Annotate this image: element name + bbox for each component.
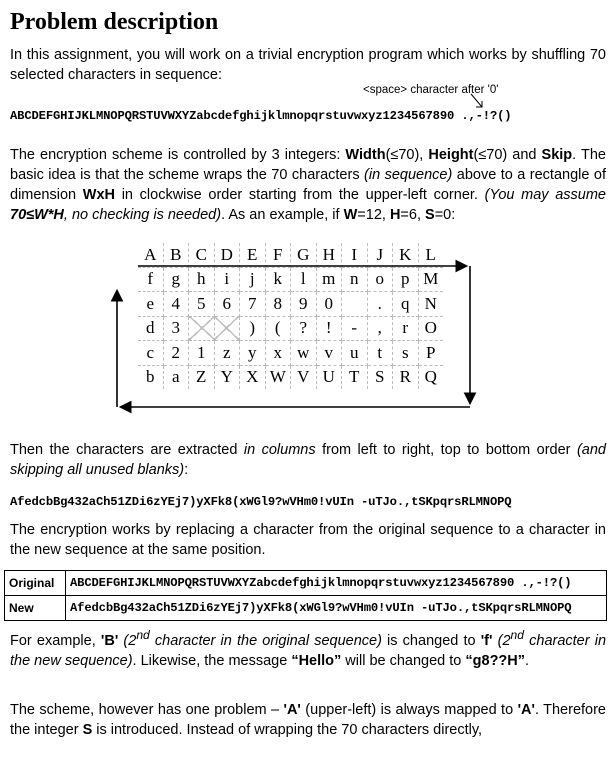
table-row bbox=[5, 596, 607, 621]
grid-cell: O bbox=[418, 316, 443, 341]
grid-cell: R bbox=[393, 365, 419, 389]
grid-cell: Q bbox=[418, 365, 443, 389]
grid-cell: w bbox=[291, 341, 317, 366]
grid-cell: , bbox=[367, 316, 393, 341]
table-row bbox=[5, 571, 607, 596]
grid-cell: 7 bbox=[240, 292, 266, 317]
new-label: New bbox=[5, 596, 66, 621]
grid-cell: W bbox=[265, 365, 291, 389]
grid-cell: . bbox=[367, 292, 393, 317]
new-value: AfedcbBg432aCh51ZDi6zYEj7)yXFk8(xWGl9?wVHm0!vUIn -uTJo.,tSKpqrsRLMNOPQ bbox=[66, 596, 607, 621]
grid-cell: J bbox=[367, 243, 393, 267]
grid-cell: V bbox=[291, 365, 317, 389]
grid-cell: p bbox=[393, 267, 419, 292]
grid-cell: 2 bbox=[163, 341, 189, 366]
grid-cell: M bbox=[418, 267, 443, 292]
grid-cell: f bbox=[138, 267, 163, 292]
grid-cell: 8 bbox=[265, 292, 291, 317]
grid-cell: e bbox=[138, 292, 163, 317]
grid-row bbox=[138, 292, 443, 317]
grid-cell: i bbox=[214, 267, 240, 292]
grid-cell: ) bbox=[240, 316, 266, 341]
replacement-paragraph: The encryption works by replacing a character from the original sequence to a character in the new sequence at the same position. bbox=[10, 522, 606, 558]
grid-cell: - bbox=[342, 316, 368, 341]
grid-cell: 6 bbox=[214, 292, 240, 317]
grid-cell: 0 bbox=[316, 292, 342, 317]
grid-cell: A bbox=[138, 243, 163, 267]
grid-cell: r bbox=[393, 316, 419, 341]
grid-cell: F bbox=[265, 243, 291, 267]
grid-cell: ! bbox=[316, 316, 342, 341]
grid-row bbox=[138, 341, 443, 366]
grid-cell: H bbox=[316, 243, 342, 267]
grid-cell: j bbox=[240, 267, 266, 292]
grid-cell: l bbox=[291, 267, 317, 292]
grid-cell: G bbox=[291, 243, 317, 267]
grid-cell: g bbox=[163, 267, 189, 292]
grid-cell: a bbox=[163, 365, 189, 389]
grid-row bbox=[138, 365, 443, 389]
grid-cell: N bbox=[418, 292, 443, 317]
grid-cell: d bbox=[138, 316, 163, 341]
grid-cell: x bbox=[265, 341, 291, 366]
grid-cell bbox=[342, 292, 368, 317]
intro-paragraph: In this assignment, you will work on a trivial encryption program which works by shuffling 70 selected characters in sequence: bbox=[10, 47, 606, 83]
grid-cell: X bbox=[240, 365, 266, 389]
grid-cell: Y bbox=[214, 365, 240, 389]
grid-cell: u bbox=[342, 341, 368, 366]
grid-row bbox=[138, 243, 443, 267]
grid-cell: K bbox=[393, 243, 419, 267]
grid-cell-unused bbox=[214, 316, 240, 341]
grid-cell: y bbox=[240, 341, 266, 366]
grid-cell: U bbox=[316, 365, 342, 389]
grid-cell: z bbox=[214, 341, 240, 366]
grid-cell: I bbox=[342, 243, 368, 267]
grid-cell: n bbox=[342, 267, 368, 292]
grid-cell: t bbox=[367, 341, 393, 366]
problem-paragraph: The scheme, however has one problem – 'A' (upper-left) is always mapped to 'A'. Therefore the integer S is introduced. Instead of wrapping the 70 characters directly, bbox=[10, 702, 606, 738]
grid-cell: B bbox=[163, 243, 189, 267]
scheme-paragraph: The encryption scheme is controlled by 3 integers: Width(≤70), Height(≤70) and Skip. The basic idea is that the scheme wraps the 70 characters (in sequence) above to a rectangle of dimension WxH in clockwise order starting from the upper-left corner. (You may assume 70≤W*H, no checking is needed). As an example, if W=12, H=6, S=0: bbox=[10, 147, 606, 223]
extracted-sequence: AfedcbBg432aCh51ZDi6zYEj7)yXFk8(xWGl9?wVHm0!vUIn -uTJo.,tSKpqrsRLMNOPQ bbox=[10, 495, 512, 509]
wrap-grid bbox=[138, 243, 443, 389]
grid-cell: q bbox=[393, 292, 419, 317]
grid-cell: 1 bbox=[189, 341, 215, 366]
space-annotation: <space> character after '0' bbox=[363, 84, 499, 96]
grid-cell: T bbox=[342, 365, 368, 389]
grid-cell: E bbox=[240, 243, 266, 267]
grid-cell: 9 bbox=[291, 292, 317, 317]
grid-row bbox=[138, 316, 443, 341]
grid-cell: s bbox=[393, 341, 419, 366]
grid-cell: Z bbox=[189, 365, 215, 389]
original-value: ABCDEFGHIJKLMNOPQRSTUVWXYZabcdefghijklmnopqrstuvwxyz1234567890 .,-!?() bbox=[66, 571, 607, 596]
grid-cell: S bbox=[367, 365, 393, 389]
page-title: Problem description bbox=[10, 9, 219, 35]
grid-cell-unused bbox=[189, 316, 215, 341]
grid-cell: c bbox=[138, 341, 163, 366]
example-paragraph: For example, 'B' (2nd character in the original sequence) is changed to 'f' (2nd character in the new sequence). Likewise, the message “Hello” will be changed to “g8??H”. bbox=[10, 628, 607, 669]
original-sequence: ABCDEFGHIJKLMNOPQRSTUVWXYZabcdefghijklmnopqrstuvwxyz1234567890 .,-!?() bbox=[10, 109, 512, 123]
grid-row bbox=[138, 267, 443, 292]
grid-cell: 5 bbox=[189, 292, 215, 317]
grid-cell: L bbox=[418, 243, 443, 267]
grid-cell: 4 bbox=[163, 292, 189, 317]
extraction-paragraph: Then the characters are extracted in columns from left to right, top to bottom order (and skipping all unused blanks): bbox=[10, 442, 606, 478]
grid-cell: b bbox=[138, 365, 163, 389]
grid-cell: m bbox=[316, 267, 342, 292]
grid-cell: 3 bbox=[163, 316, 189, 341]
grid-cell: o bbox=[367, 267, 393, 292]
grid-cell: P bbox=[418, 341, 443, 366]
grid-cell: v bbox=[316, 341, 342, 366]
mapping-table bbox=[4, 570, 607, 621]
grid-cell: D bbox=[214, 243, 240, 267]
grid-cell: C bbox=[189, 243, 215, 267]
grid-cell: ? bbox=[291, 316, 317, 341]
grid-cell: h bbox=[189, 267, 215, 292]
grid-cell: k bbox=[265, 267, 291, 292]
original-label: Original bbox=[5, 571, 66, 596]
grid-cell: ( bbox=[265, 316, 291, 341]
